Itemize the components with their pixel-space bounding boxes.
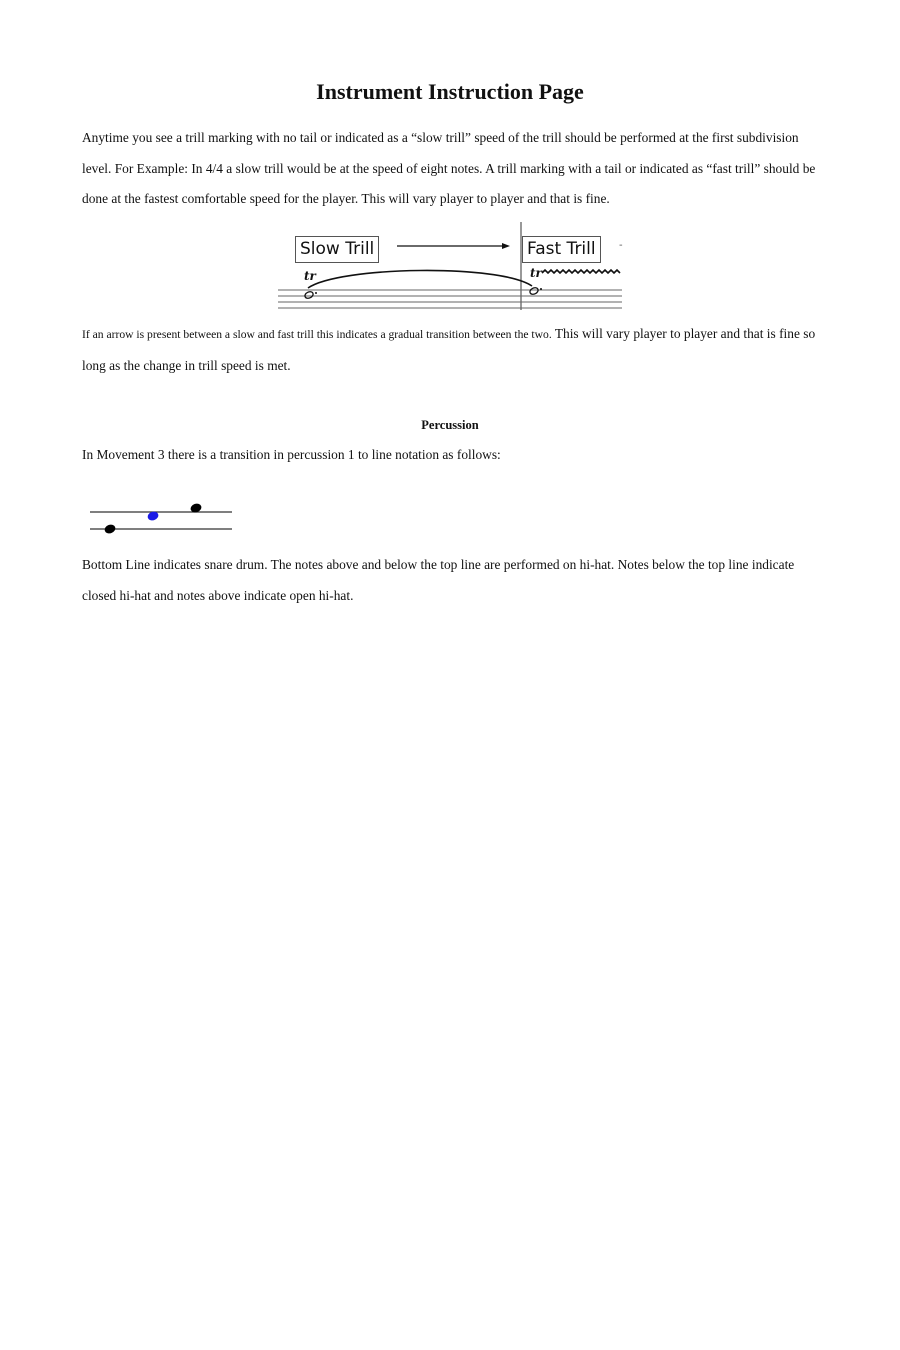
percussion-intro-paragraph: In Movement 3 there is a transition in percussion 1 to line notation as follows:	[82, 447, 501, 462]
page-title: Instrument Instruction Page	[316, 79, 584, 104]
trill-explanation-paragraph: Anytime you see a trill marking with no tail or indicated as a “slow trill” speed of the trill should be performed at the first subdivision level. For Example: In 4/4 a slow trill would be at the speed of eight notes. A trill marking with a tail or indicated as “fast trill” should be done at the fastest comfortable speed for the player. This will vary player to player and that is fine.	[82, 130, 816, 206]
tie-arc	[308, 270, 532, 288]
note-dot	[540, 288, 542, 290]
transition-arrow-head	[502, 243, 510, 249]
note-dot	[315, 292, 317, 294]
slow-trill-mark: tr	[304, 269, 316, 283]
percussion-legend-paragraph: Bottom Line indicates snare drum. The notes above and below the top line are performed on hi-hat. Notes below the top line indicate closed hi-hat and notes above indicate open hi-hat.	[82, 557, 795, 603]
fast-trill-label: Fast Trill	[522, 236, 601, 263]
snare-note	[103, 523, 116, 535]
trill-staff-graphic	[270, 218, 630, 316]
slow-trill-note	[304, 290, 314, 299]
slow-trill-label: Slow Trill	[295, 236, 379, 263]
arrow-note-rest-text: This will vary player to player and that is fine so long as the change in trill speed is met.	[82, 326, 816, 373]
arrow-transition-paragraph	[82, 319, 827, 381]
line-notation-figure	[86, 495, 236, 537]
stray-mark: -	[619, 240, 623, 251]
line-notation-graphic	[86, 495, 236, 537]
trill-notation-figure	[270, 218, 630, 316]
fast-trill-mark: tr	[530, 266, 542, 280]
arrow-note-small-text: If an arrow is present between a slow and fast trill this indicates a gradual transition between the two.	[82, 328, 552, 341]
fast-trill-tail	[542, 270, 620, 273]
fast-trill-note	[529, 286, 539, 295]
percussion-heading: Percussion	[421, 418, 479, 432]
